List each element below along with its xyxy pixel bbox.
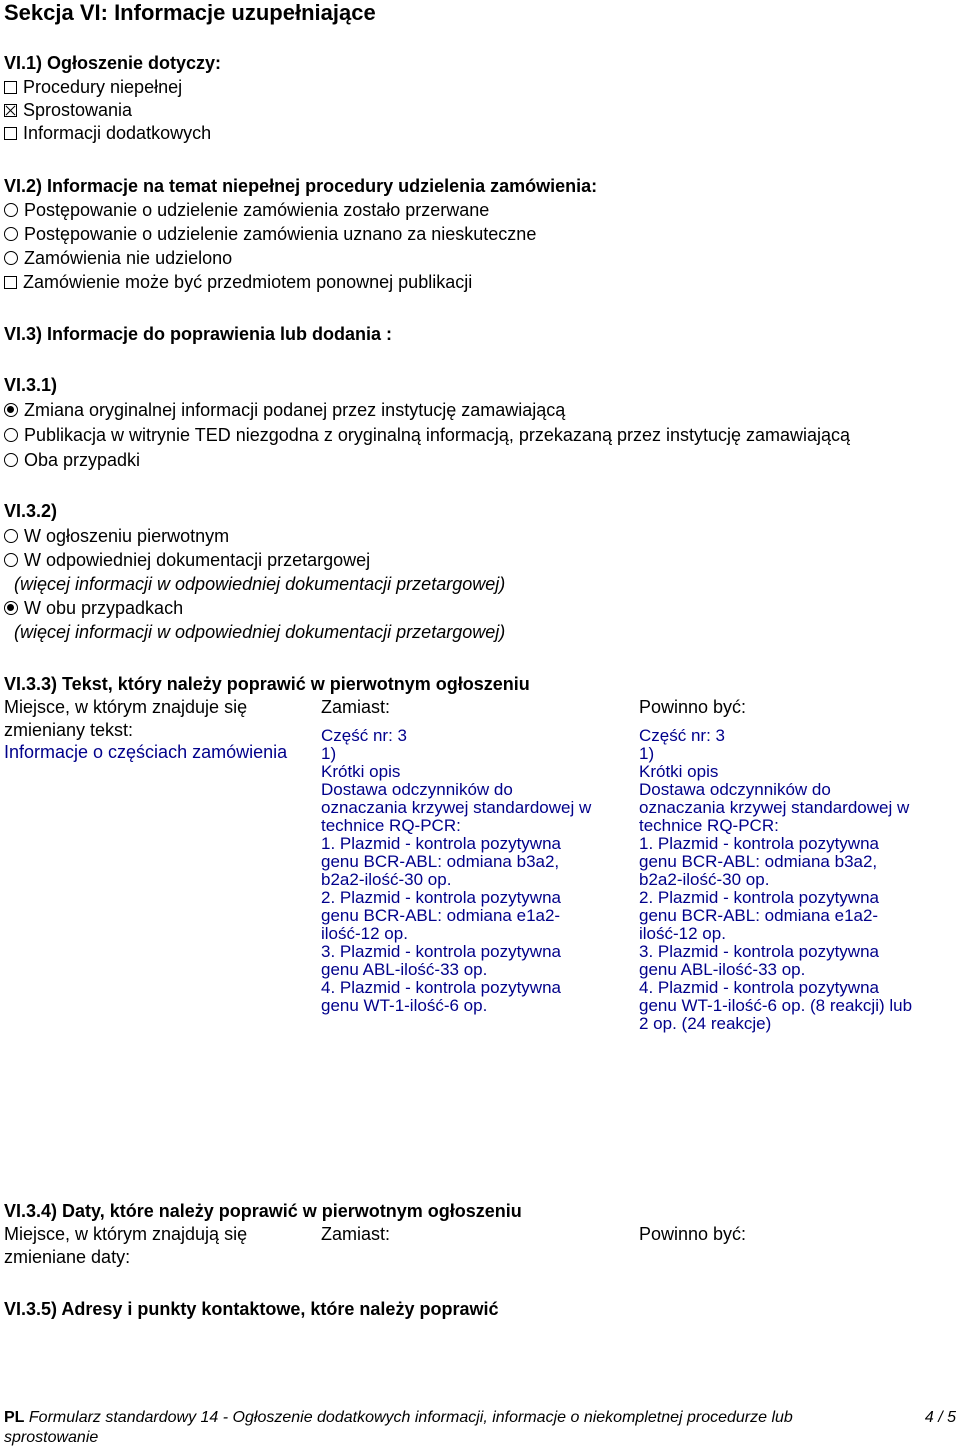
footer-lang: PL [4, 1409, 25, 1426]
vi1-heading: VI.1) Ogłoszenie dotyczy: [4, 53, 222, 73]
vi32-radio-oba[interactable]: W obu przypadkach [4, 597, 183, 619]
vi34-col-place-label: Miejsce, w którym znajdują się zmieniane daty: [4, 1224, 248, 1267]
vi32-note: (więcej informacji w odpowiedniej dokumentacji przetargowej) [14, 574, 506, 594]
vi32-heading: VI.3.2) [4, 501, 58, 521]
vi31-radio-zmiana[interactable]: Zmiana oryginalnej informacji podanej przez instytucję zamawiającą [4, 399, 565, 421]
vi33-col-place-label: Miejsce, w którym znajduje się zmieniany tekst: [4, 697, 248, 740]
vi2-radio-nieskuteczne[interactable]: Postępowanie o udzielenie zamówienia uznano za nieskuteczne [4, 223, 536, 245]
radio-empty-icon[interactable] [4, 227, 18, 241]
vi33-instead-text: Część nr: 3 1) Krótki opis Dostawa odczynników do oznaczania krzywej standardowej w technice RQ-PCR: 1. Plazmid - kontrola pozytywna genu BCR-ABL: odmiana b3a2, b2a2-ilość-30 op. 2. Plazmid - kontrola pozytywna genu BCR-ABL: odmiana e1a2- ilość-12 op. 3. Plazmid - kontrola pozytywna genu ABL-ilość-33 op. 4. Plazmid - kontrola pozytywna genu WT-1-ilość-6 op. [321, 726, 592, 1015]
vi34-col-should-label: Powinno być: [639, 1224, 747, 1244]
vi32-radio-dokumentacja[interactable]: W odpowiedniej dokumentacji przetargowej [4, 549, 370, 571]
vi33-place-value: Informacje o częściach zamówienia [4, 742, 288, 762]
page-footer [4, 1408, 958, 1448]
vi2-radio-przerwane[interactable]: Postępowanie o udzielenie zamówienia zostało przerwane [4, 199, 489, 221]
vi3-heading: VI.3) Informacje do poprawienia lub dodania : [4, 324, 393, 344]
checkbox-checked-icon[interactable] [4, 104, 17, 117]
vi31-radio-publikacja-ted[interactable]: Publikacja w witrynie TED niezgodna z oryginalną informacją, przekazaną przez instytucję zamawiającą [4, 424, 850, 446]
vi31-heading: VI.3.1) [4, 375, 58, 395]
vi34-heading: VI.3.4) Daty, które należy poprawić w pierwotnym ogłoszeniu [4, 1201, 522, 1221]
vi1-option-informacji[interactable]: Informacji dodatkowych [4, 122, 211, 144]
vi32-radio-ogloszenie[interactable]: W ogłoszeniu pierwotnym [4, 525, 229, 547]
radio-empty-icon[interactable] [4, 428, 18, 442]
vi2-heading: VI.2) Informacje na temat niepełnej procedury udzielenia zamówienia: [4, 176, 598, 196]
checkbox-unchecked-icon[interactable] [4, 81, 17, 94]
vi33-heading: VI.3.3) Tekst, który należy poprawić w pierwotnym ogłoszeniu [4, 674, 530, 694]
vi33-should-text: Część nr: 3 1) Krótki opis Dostawa odczynników do oznaczania krzywej standardowej w technice RQ-PCR: 1. Plazmid - kontrola pozytywna genu BCR-ABL: odmiana b3a2, b2a2-ilość-30 op. 2. Plazmid - kontrola pozytywna genu BCR-ABL: odmiana e1a2- ilość-12 op. 3. Plazmid - kontrola pozytywna genu ABL-ilość-33 op. 4. Plazmid - kontrola pozytywna genu WT-1-ilość-6 op. (8 reakcji) lub 2 op. (24 reakcje) [639, 726, 913, 1033]
footer-form-name: Formularz standardowy 14 - Ogłoszenie dodatkowych informacji, informacje o niekompletnej procedurze lub sprostowanie [4, 1409, 793, 1446]
checkbox-unchecked-icon[interactable] [4, 127, 17, 140]
radio-empty-icon[interactable] [4, 453, 18, 467]
footer-page-number: 4 / 5 [924, 1409, 956, 1426]
radio-selected-icon[interactable] [4, 403, 18, 417]
vi31-radio-oba[interactable]: Oba przypadki [4, 449, 140, 471]
vi35-heading: VI.3.5) Adresy i punkty kontaktowe, które należy poprawić [4, 1299, 499, 1319]
vi33-col-instead-label: Zamiast: [321, 697, 391, 717]
vi2-radio-nie-udzielono[interactable]: Zamówienia nie udzielono [4, 247, 232, 269]
vi34-col-instead-label: Zamiast: [321, 1224, 391, 1244]
radio-empty-icon[interactable] [4, 529, 18, 543]
vi1-option-procedury[interactable]: Procedury niepełnej [4, 76, 182, 98]
radio-empty-icon[interactable] [4, 553, 18, 567]
radio-empty-icon[interactable] [4, 251, 18, 265]
radio-selected-icon[interactable] [4, 601, 18, 615]
radio-empty-icon[interactable] [4, 203, 18, 217]
vi2-checkbox-ponowna-publikacja[interactable]: Zamówienie może być przedmiotem ponownej publikacji [4, 271, 472, 293]
vi1-option-sprostowania[interactable]: Sprostowania [4, 99, 132, 121]
checkbox-unchecked-icon[interactable] [4, 276, 17, 289]
vi33-col-should-label: Powinno być: [639, 697, 747, 717]
section-title: Sekcja VI: Informacje uzupełniające [4, 0, 376, 25]
vi32-note-2: (więcej informacji w odpowiedniej dokumentacji przetargowej) [14, 622, 506, 642]
